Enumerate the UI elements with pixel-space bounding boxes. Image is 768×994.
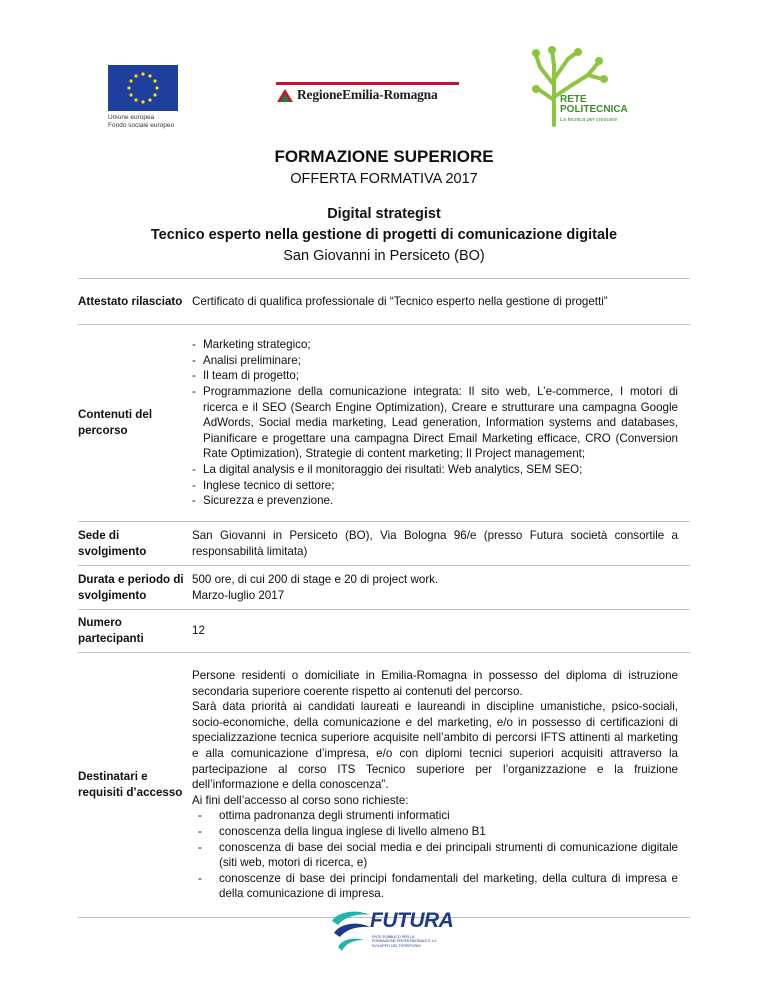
destinatari-value [192, 653, 690, 918]
destinatari-paragraph-1: Persone residenti o domiciliate in Emilia-Romagna in possesso del diploma di istruzione secondaria superiore coerente rispetto ai contenuti del percorso. [192, 669, 678, 698]
list-item: - conoscenze di base dei principi fondamentali del marketing, della cultura di impresa e della comunicazione di impresa. [192, 871, 678, 902]
contenuti-list [192, 337, 678, 509]
futura-swirl-icon [328, 907, 372, 953]
contenuti-label: Contenuti del percorso [78, 325, 192, 522]
numero-value: 12 [192, 610, 690, 653]
requisiti-list [192, 808, 678, 902]
futura-tagline: ENTE PUBBLICO PER LA FORMAZIONE PROFESSIONALE E LO SVILUPPO DEL TERRITORIO [372, 935, 437, 948]
sede-label: Sede di svolgimento [78, 522, 192, 566]
attestato-label: Attestato rilasciato [78, 279, 192, 325]
eu-logo [108, 65, 178, 130]
list-item: - La digital analysis e il monitoraggio dei risultati: Web analytics, SEM SEO; [192, 462, 678, 478]
rete-title-line2: POLITECNICA [560, 104, 628, 115]
course-location: San Giovanni in Persiceto (BO) [283, 248, 485, 264]
table-row-durata [78, 566, 690, 610]
region-name: RegioneEmilia-Romagna [297, 87, 438, 102]
course-info-table [78, 278, 690, 918]
sede-value: San Giovanni in Persiceto (BO), Via Bologna 96/e (presso Futura società consortile a responsabilità limitata) [192, 522, 690, 566]
table-row-destinatari [78, 653, 690, 918]
durata-label: Durata e periodo di svolgimento [78, 566, 192, 610]
list-item: - Programmazione della comunicazione integrata: Il sito web, L’e-commerce, I motori di ricerca e il SEO (Search Engine Optimization), Creare e strutturare una campagna Google AdWords, Social media marketing, Lead generation, Information systems and databases, Pianificare e progettare una campagna Direct Email Marketing efficace, CRO (Conversion Rate Optimization), Strategie di content marketing; Il Project management; [192, 384, 678, 462]
table-row-numero [78, 610, 690, 653]
list-item: - Il team di progetto; [192, 368, 678, 384]
course-subtitle: Tecnico esperto nella gestione di progetti di comunicazione digitale [150, 227, 618, 243]
region-logo [276, 82, 459, 103]
list-item: - Marketing strategico; [192, 337, 678, 353]
numero-label: Numero partecipanti [78, 610, 192, 653]
rete-politecnica-logo [528, 45, 638, 130]
list-item: - Inglese tecnico di settore; [192, 478, 678, 494]
futura-logo [328, 907, 454, 953]
destinatari-paragraph-3: Ai fini dell’accesso al corso sono richieste: [192, 793, 409, 807]
page-title: FORMAZIONE SUPERIORE [274, 147, 494, 166]
page-subtitle: OFFERTA FORMATIVA 2017 [290, 171, 478, 187]
list-item: - Analisi preliminare; [192, 353, 678, 369]
destinatari-paragraph-2: Sarà data priorità ai candidati laureati e laureandi in discipline umanistiche, psico-sociali, socio-economiche, della comunicazione e del marketing, e/o in possesso di certificazioni di specializzazione tecnica superiore acquisite nell’ambito di percorsi IFTS attinenti al marketing e alla comunicazione d’impresa, e/o con diplomi tecnici superiori acquisiti attraverso la partecipazione al corso ITS Tecnico superiore per l’organizzazione e la fruizione dell’informazione e della conoscenza”. [192, 700, 678, 792]
table-row-contenuti [78, 325, 690, 522]
region-mark-icon [276, 87, 294, 103]
list-item: - Sicurezza e prevenzione. [192, 493, 678, 509]
list-item: - conoscenza della lingua inglese di livello almeno B1 [192, 824, 678, 840]
durata-value [192, 566, 690, 610]
course-title: Digital strategist [327, 206, 441, 222]
list-item: - ottima padronanza degli strumenti informatici [192, 808, 678, 824]
futura-name: FUTURA [370, 909, 454, 932]
attestato-value: Certificato di qualifica professionale di “Tecnico esperto nella gestione di progetti” [192, 279, 690, 325]
table-row-sede [78, 522, 690, 566]
rete-title-line1: RETE [560, 94, 587, 105]
table-row-attestato [78, 279, 690, 325]
eu-flag-icon [108, 65, 178, 111]
list-item: - conoscenza di base dei social media e dei principali strumenti di comunicazione digitale (siti web, motori di ricerca, e) [192, 840, 678, 871]
durata-hours: 500 ore, di cui 200 di stage e 20 di project work. [192, 572, 439, 586]
rete-tagline: La tecnica per crescere [560, 117, 618, 123]
eu-caption-line1: Unione europea [108, 114, 155, 121]
destinatari-label: Destinatari e requisiti d’accesso [78, 653, 192, 918]
region-logo-bar [276, 82, 459, 85]
durata-period: Marzo-luglio 2017 [192, 588, 285, 602]
contenuti-value [192, 325, 690, 522]
eu-caption-line2: Fondo sociale europeo [108, 122, 175, 129]
